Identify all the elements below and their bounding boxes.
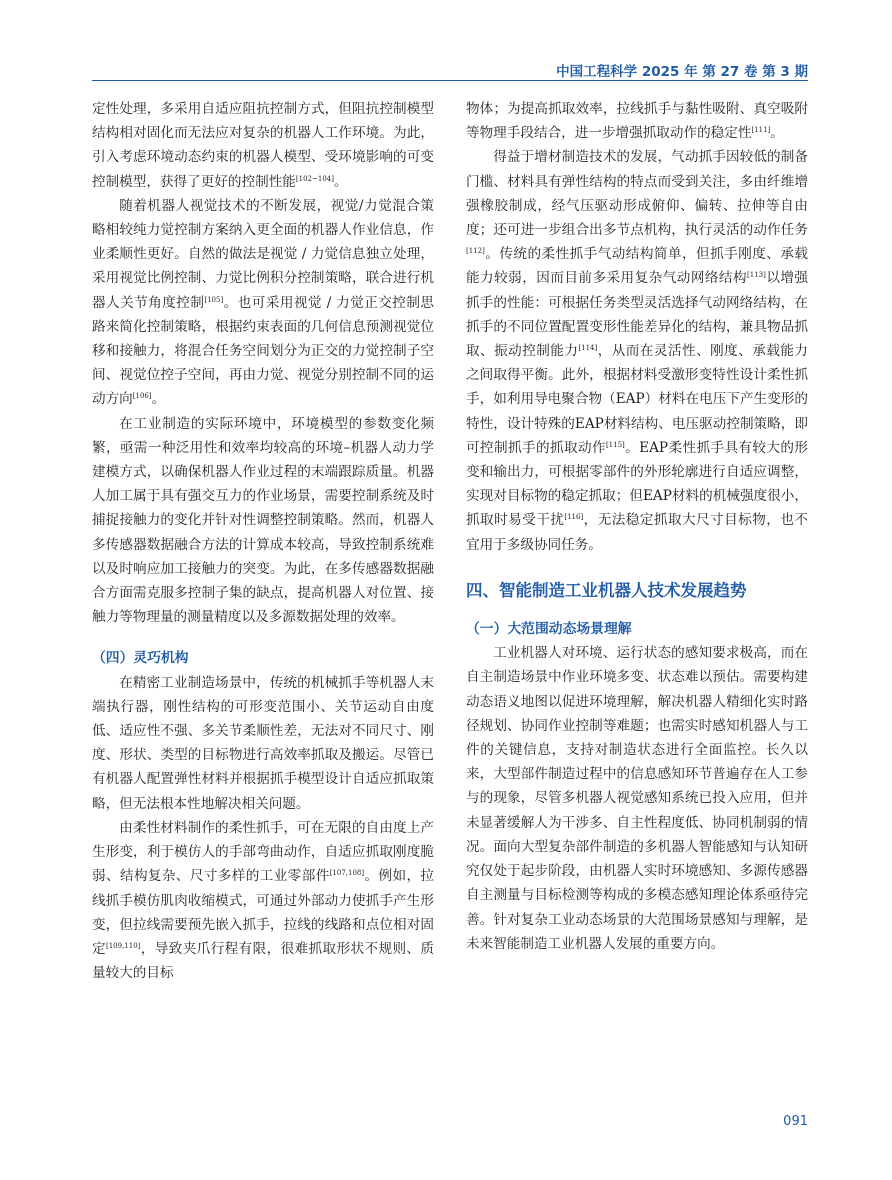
- citation[interactable]: [116]: [564, 513, 584, 522]
- citation[interactable]: [111]: [751, 126, 771, 135]
- journal-header: 中国工程科学 2025 年 第 27 卷 第 3 期: [556, 64, 808, 80]
- paragraph: 随着机器人视觉技术的不断发展，视觉/力觉混合策略相较纯力觉控制方案纳入更全面的机器人作业信息，作业柔顺性更好。自然的做法是视觉 / 力觉信息独立处理，采用视觉比例控制、力觉比例积分控制策略，联合进行机器人关节角度控制[105]。也可采用视觉 / 力觉正交控制思路来简化控制策略，根据约束表面的几何信息预测视觉位移和接触力，将混合任务空间划分为正交的力觉控制子空间、视觉位控子空间，再由力觉、视觉分别控制不同的运动方向[106]。: [92, 197, 434, 408]
- paragraph: 在精密工业制造场景中，传统的机械抓手等机器人末端执行器，刚性结构的可形变范围小、关节运动自由度低、适应性不强、多关节柔顺性差，无法对不同尺寸、刚度、形状、类型的目标物进行高效率抓取及搬运。尽管已有机器人配置弹性材料并根据抓手模型设计自适应抓取策略，但无法根本性地解决相关问题。: [92, 674, 434, 812]
- citation[interactable]: [115]: [605, 440, 625, 449]
- page-number: 091: [783, 1114, 808, 1129]
- citation[interactable]: [114]: [578, 344, 598, 353]
- paragraph: 工业机器人对环境、运行状态的感知要求极高，而在自主制造场景中作业环境多变、状态难以预估。需要构建动态语义地图以促进环境理解，解决机器人精细化实时路径规划、协同作业控制等难题；也需实时感知机器人与工件的关键信息，支持对制造状态进行全面监控。长久以来，大型部件制造过程中的信息感知环节普遍存在人工参与的现象，尽管多机器人视觉感知系统已投入应用，但并未显著缓解人为干涉多、自主性程度低、协同机制弱的情况。面向大型复杂部件制造的多机器人智能感知与认知研究仅处于起步阶段，由机器人实时环境感知、多源传感器自主测量与目标检测等构成的多模态感知理论体系亟待完善。针对复杂工业动态场景的大范围场景感知与理解，是未来智能制造工业机器人发展的重要方向。: [466, 645, 808, 952]
- paragraph: 在工业制造的实际环境中，环境模型的参数变化频繁，亟需一种泛用性和效率均较高的环境–机器人动力学建模方式，以确保机器人作业过程的末端跟踪质量。机器人加工属于具有强交互力的作业场景，需要控制系统及时捕捉接触力的变化并针对性调整控制策略。然而，机器人多传感器数据融合方法的计算成本较高，导致控制系统难以及时响应加工接触力的突变。为此，在多传感器数据融合方面需克服多控制子集的缺点，提高机器人对位置、接触力等物理量的测量精度以及多源数据处理的效率。: [92, 415, 434, 626]
- paragraph: 定性处理，多采用自适应阻抗控制方式，但阻抗控制模型结构相对固化而无法应对复杂的机器人工作环境。为此，引入考虑环境动态约束的机器人模型、受环境影响的可变控制模型，获得了更好的控制性能[102~104]。: [92, 101, 434, 190]
- citation[interactable]: [107,108]: [329, 869, 365, 878]
- citation[interactable]: [112]: [466, 247, 485, 256]
- citation[interactable]: [113]: [747, 271, 766, 280]
- right-column: [466, 97, 808, 956]
- citation[interactable]: [105]: [204, 295, 224, 304]
- citation[interactable]: [102~104]: [295, 174, 334, 183]
- subsection-heading: （四）灵巧机构: [92, 650, 189, 667]
- subsection-heading: （一）大范围动态场景理解: [466, 621, 632, 638]
- paragraph: 得益于增材制造技术的发展，气动抓手因较低的制备门槛、材料具有弹性结构的特点而受到关注，多由纤维增强橡胶制成，经气压驱动形成俯仰、偏转、拉伸等自由度；还可进一步组合出多节点机构，执行灵活的动作任务[112]。传统的柔性抓手气动结构简单，但抓手刚度、承载能力较弱，因而目前多采用复杂气动网络结构[113]以增强抓手的性能：可根据任务类型灵活选择气动网络结构，在抓手的不同位置配置变形性能差异化的结构，兼具物品抓取、振动控制能力[114]，从而在灵活性、刚度、承载能力之间取得平衡。此外，根据材料受激形变特性设计柔性抓手，如利用导电聚合物（EAP）材料在电压下产生变形的特性，设计特殊的EAP材料结构、电压驱动控制策略，即可控制抓手的抓取动作[115]。EAP柔性抓手具有较大的形变和输出力，可根据零部件的外形轮廓进行自适应调整，实现对目标物的稳定抓取；但EAP材料的机械强度很小，抓取时易受干扰[116]，无法稳定抓取大尺寸目标物，也不宜用于多级协同任务。: [466, 149, 809, 553]
- paragraph: 物体；为提高抓取效率，拉线抓手与黏性吸附、真空吸附等物理手段结合，进一步增强抓取动作的稳定性[111]。: [466, 101, 808, 142]
- left-column: [92, 97, 434, 985]
- citation[interactable]: [106]: [132, 392, 152, 401]
- header-divider: [92, 80, 808, 81]
- paragraph: 由柔性材料制作的柔性抓手，可在无限的自由度上产生形变，利于模仿人的手部弯曲动作，自适应抓取刚度脆弱、结构复杂、尺寸多样的工业零部件[107,108]。例如，拉线抓手模仿肌肉收缩模式，可通过外部动力使抓手产生形变，但拉线需要预先嵌入抓手，拉线的线路和点位相对固定[109,110]，导致夹爪行程有限，很难抓取形状不规则、质量较大的目标: [92, 819, 435, 982]
- citation[interactable]: [109,110]: [105, 941, 141, 950]
- section-heading: 四、智能制造工业机器人技术发展趋势: [466, 580, 747, 600]
